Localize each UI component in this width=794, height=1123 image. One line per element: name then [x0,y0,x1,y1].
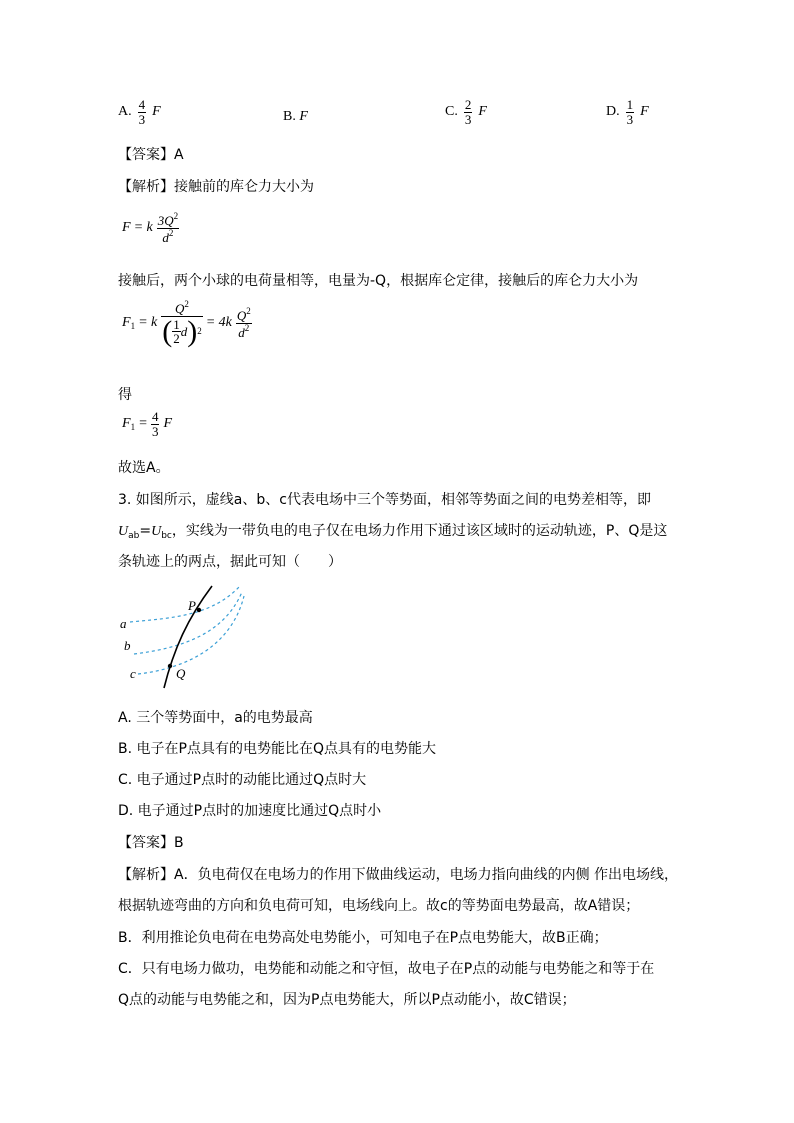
exponent: 2 [246,306,251,317]
voltage-symbol: U [151,524,162,539]
answer-1: 【答案】A [118,147,184,163]
fraction-numerator: Q [174,301,185,316]
q3-option-d: D. 电子通过P点时的加速度比通过Q点时小 [118,803,382,819]
question-3-line-2-rest: ，实线为一带负电的电子仅在电场力作用下通过该区域时的运动轨迹，P、Q是这 [171,523,668,539]
option-var: F [478,104,487,120]
point-q-marker [168,664,172,668]
de-text: 得 [118,387,132,403]
subscript: 1 [130,321,136,332]
equals-sign: = [134,220,143,236]
equation-3 [122,410,172,438]
analysis-2-line-1: 【解析】A．负电荷仅在电场力的作用下做曲线运动，电场力指向曲线的内侧 作出电场线， [118,867,679,883]
right-paren: ) [187,314,198,348]
fraction-numerator: 1 [626,97,634,112]
question-3-line-2 [118,520,667,541]
label-c: c [130,666,136,681]
fraction-denominator: 3 [151,423,159,439]
fraction-denominator: 3 [626,111,634,127]
eq-lhs: F [122,220,131,236]
subscript: bc [161,531,172,541]
fraction-numerator: 3Q [157,213,174,228]
eq-coef: 4k [218,315,232,331]
option-a-prev [118,98,161,126]
point-p-marker [197,608,201,612]
eq-lhs: F [122,315,131,331]
eq-k: k [146,220,153,236]
analysis-2-line-2: 根据轨迹弯曲的方向和负电荷可知，电场线向上。故c的等势面电势最高，故A错误； [118,898,640,914]
label-q: Q [176,666,186,681]
exponent: 2 [173,211,179,221]
fraction [138,98,147,126]
q3-option-b: B. 电子在P点具有的电势能比在Q点具有的电势能大 [118,741,436,757]
voltage-symbol: U [118,524,129,539]
option-b-prev [283,109,308,125]
equation-2 [122,300,252,347]
inner-fraction [172,318,181,346]
option-letter: A. [118,104,132,120]
option-var: F [640,104,649,120]
equipotential-a [130,586,240,622]
question-3-line-3: 条轨迹上的两点，据此可知（ ） [118,554,342,570]
equation-1 [122,212,179,244]
conclusion-1: 故选A。 [118,460,170,476]
subscript: ab [128,531,140,541]
exponent: 2 [168,227,174,238]
option-letter: C. [445,104,458,120]
line-after-contact: 接触后，两个小球的电荷量相等，电量为-Q，根据库仑定律，接触后的库仑力大小为 [118,273,639,289]
fraction [236,307,252,339]
question-3-line-1: 3. 如图所示，虚线a、b、c代表电场中三个等势面，相邻等势面之间的电势差相等，即 [118,492,651,508]
fraction-numerator: 4 [151,409,159,424]
fraction [161,300,203,347]
option-d-prev [606,98,649,126]
analysis-1-intro: 【解析】接触前的库仑力大小为 [118,179,314,195]
fraction-denominator: 3 [138,111,146,127]
equipotential-figure [112,578,262,698]
fraction [626,98,635,126]
fraction-numerator: 4 [138,97,146,112]
fraction [157,212,179,244]
option-var: F [152,104,161,120]
left-paren: ( [162,314,173,348]
exponent: 2 [197,325,202,336]
eq-var: F [163,416,173,432]
equals-sign: = [139,315,147,331]
equals-sign: = [206,315,215,331]
option-c-prev [445,98,487,126]
fraction-denominator: 3 [464,111,472,127]
equals-sign: = [139,416,147,432]
inner-var: d [180,323,188,339]
fraction-numerator: Q [236,308,247,324]
q3-option-a: A. 三个等势面中，a的电势最高 [118,710,313,726]
label-p: P [188,598,196,613]
eq-k: k [150,315,158,331]
analysis-2-line-5: Q点的动能与电势能之和，因为P点电势能大，所以P点动能小，故C错误； [118,992,576,1008]
exponent: 2 [184,299,189,309]
label-a: a [120,616,127,631]
fraction [464,98,473,126]
answer-2: 【答案】B [118,835,184,851]
exponent: 2 [244,322,250,333]
option-var: F [299,109,308,124]
option-letter: D. [606,104,620,120]
label-b: b [124,638,131,653]
fraction-numerator: 1 [173,316,180,332]
q3-option-c: C. 电子通过P点时的动能比通过Q点时大 [118,772,367,788]
fraction-denominator: d [162,229,169,245]
fraction-denominator: d [238,324,245,340]
subscript: 1 [130,422,136,433]
analysis-2-line-4: C．只有电场力做功，电势能和动能之和守恒，故电子在P点的动能与电势能之和等于在 [118,961,655,977]
equals-sign: = [139,523,152,539]
fraction [151,410,160,438]
eq-lhs: F [122,416,131,432]
analysis-2-line-3: B．利用推论负电荷在电势高处电势能小，可知电子在P点电势能大，故B正确； [118,930,608,946]
fraction-numerator: 2 [464,97,472,112]
fraction-denominator: 2 [173,331,180,347]
option-letter: B. [283,109,296,124]
